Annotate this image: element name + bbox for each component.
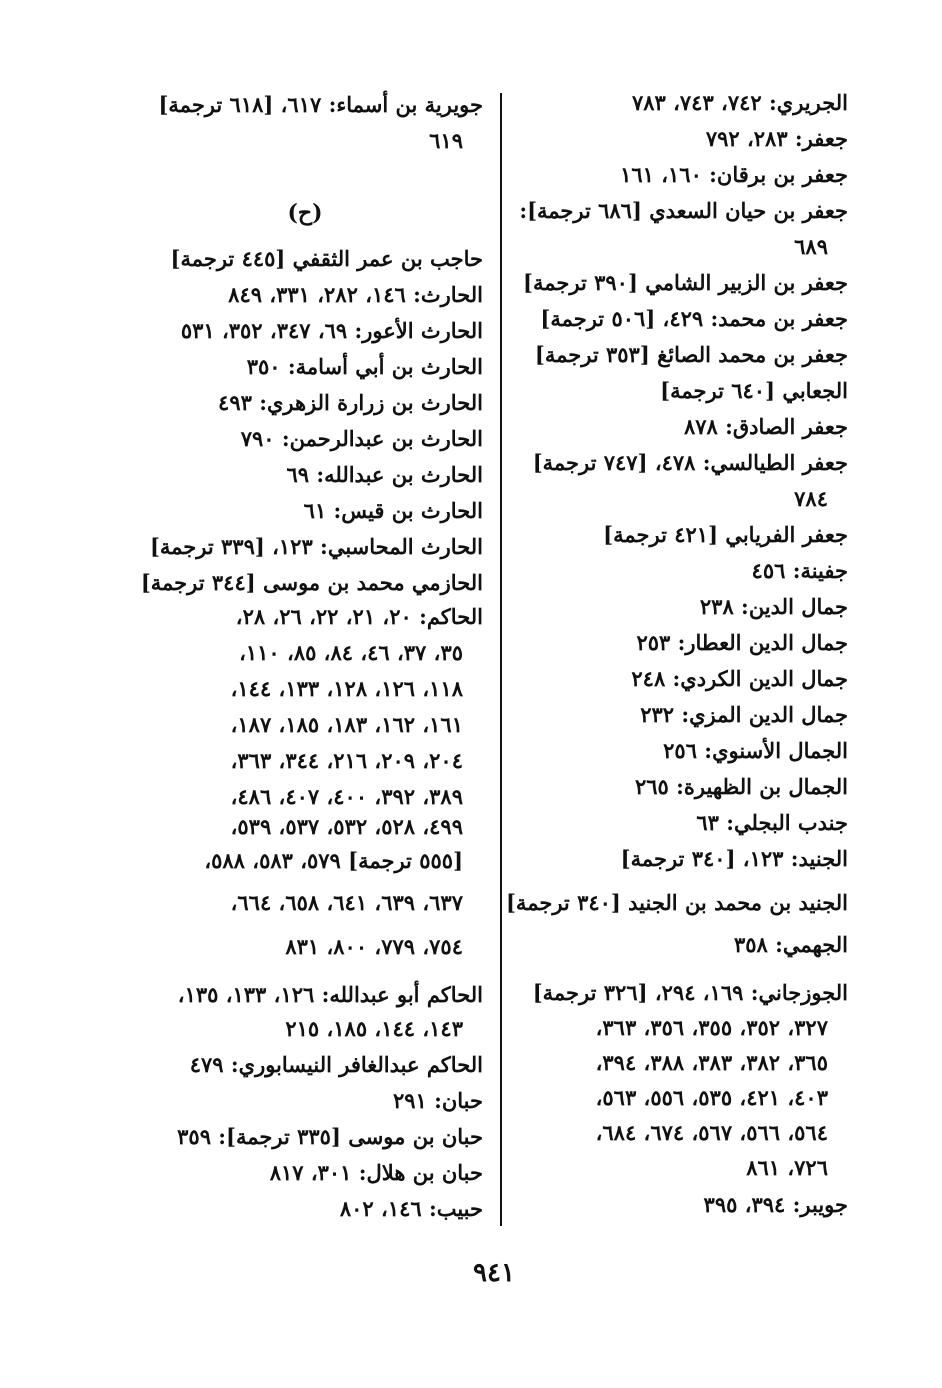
index-entry: جمال الدين الكردي: ٢٤٨ <box>631 666 848 691</box>
index-entry-continuation: ٧٨٤ <box>794 486 828 511</box>
column-divider <box>500 93 502 1226</box>
index-entry: الحارث بن عبدالرحمن: ٧٩٠ <box>240 426 483 451</box>
index-entry-continuation: ٧٢٦، ٨٦١ <box>746 1155 828 1180</box>
index-entry-continuation: ٦٨٩ <box>794 234 828 259</box>
index-entry: جعفر بن برقان: ١٦٠، ١٦١ <box>620 162 848 187</box>
index-entry: جمال الدين العطار: ٢٥٣ <box>636 630 848 655</box>
index-entry-continuation: ٦٣٧، ٦٣٩، ٦٤١، ٦٥٨، ٦٦٤، <box>230 890 463 915</box>
index-entry: الحاكم: ٢٠، ٢١، ٢٢، ٢٦، ٢٨، <box>235 604 483 629</box>
index-entry: حبيب: ١٤٦، ٨٠٢ <box>339 1196 483 1221</box>
index-entry: حبان: ٢٩١ <box>392 1088 483 1113</box>
index-entry: الحارث بن قيس: ٦١ <box>303 498 483 523</box>
index-entry-continuation: ٦١٩ <box>429 128 463 153</box>
index-entry: جندب البجلي: ٦٣ <box>696 810 848 835</box>
index-entry-continuation: [٥٥٥ ترجمة] ٥٧٩، ٥٨٣، ٥٨٨، <box>204 848 463 873</box>
index-entry: جعفر الصادق: ٨٧٨ <box>683 414 848 439</box>
index-entry: الحارث بن أبي أسامة: ٣٥٠ <box>246 354 483 379</box>
index-entry-continuation: ١١٨، ١٢٦، ١٢٨، ١٣٣، ١٤٤، <box>230 676 463 701</box>
index-entry-continuation: ٣٨٩، ٣٩٢، ٤٠٠، ٤٠٧، ٤٨٦، <box>230 784 463 809</box>
index-entry: جعفر بن محمد الصائغ [٣٥٣ ترجمة] <box>534 342 848 367</box>
index-entry-continuation: ١٦١، ١٦٢، ١٨٣، ١٨٥، ١٨٧، <box>230 712 463 737</box>
index-entry: الجهمي: ٣٥٨ <box>733 932 848 957</box>
index-entry: حاجب بن عمر الثقفي [٤٤٥ ترجمة] <box>170 246 483 271</box>
index-entry: الحارث بن زرارة الزهري: ٤٩٣ <box>218 390 483 415</box>
index-entry-continuation: ٣٥، ٣٧، ٤٦، ٨٤، ٨٥، ١١٠، <box>239 640 463 665</box>
index-entry: جفينة: ٤٥٦ <box>751 558 848 583</box>
index-entry: جمال الدين: ٢٣٨ <box>699 594 848 619</box>
index-entry: الحارث المحاسبي: ١٢٣، [٣٣٩ ترجمة] <box>149 534 483 559</box>
index-entry: الجنيد: ١٢٣، [٣٤٠ ترجمة] <box>620 846 848 871</box>
index-entry: الحارث بن عبدالله: ٦٩ <box>286 462 483 487</box>
index-entry: حبان بن هلال: ٣٠١، ٨١٧ <box>269 1160 483 1185</box>
index-entry: جمال الدين المزي: ٢٣٢ <box>640 702 848 727</box>
index-entry: الجوزجاني: ١٦٩، ٢٩٤، [٣٢٦ ترجمة] <box>532 980 848 1005</box>
index-entry: جويبر: ٣٩٤، ٣٩٥ <box>703 1192 848 1217</box>
index-entry: جعفر بن الزبير الشامي [٣٩٠ ترجمة] <box>523 270 848 295</box>
index-entry-continuation: ٢٠٤، ٢٠٩، ٢١٦، ٣٤٤، ٣٦٣، <box>230 748 463 773</box>
index-entry: الحارث: ١٤٦، ٢٨٢، ٣٣١، ٨٤٩ <box>228 282 483 307</box>
index-entry: الحازمي محمد بن موسى [٣٤٤ ترجمة] <box>140 570 483 595</box>
index-entry: الجمال الأسنوي: ٢٥٦ <box>663 738 848 763</box>
section-letter-heading: (ح) <box>287 200 323 226</box>
index-entry: الجنيد بن محمد بن الجنيد [٣٤٠ ترجمة] <box>506 890 848 915</box>
index-entry: الحارث الأعور: ٦٩، ٣٤٧، ٣٥٢، ٥٣١ <box>180 318 483 343</box>
page-number: ٩٤١ <box>473 1258 515 1288</box>
index-entry: جعفر: ٢٨٣، ٧٩٢ <box>705 126 848 151</box>
index-entry: حبان بن موسى [٣٣٥ ترجمة]: ٣٥٩ <box>177 1124 483 1149</box>
index-entry: جعفر بن حيان السعدي [٦٨٦ ترجمة]: <box>519 198 848 223</box>
index-entry: الحاكم أبو عبدالله: ١٢٦، ١٣٣، ١٣٥، <box>177 982 483 1007</box>
index-entry: جعفر بن محمد: ٤٢٩، [٥٠٦ ترجمة] <box>540 306 848 331</box>
index-entry-continuation: ٤٩٩، ٥٢٨، ٥٣٢، ٥٣٧، ٥٣٩، <box>230 814 463 839</box>
index-entry-continuation: ١٤٣، ١٤٤، ١٨٥، ٢١٥ <box>285 1016 463 1041</box>
index-entry-continuation: ٧٥٤، ٧٧٩، ٨٠٠، ٨٣١ <box>285 934 463 959</box>
index-entry: جويرية بن أسماء: ٦١٧، [٦١٨ ترجمة] <box>158 92 483 117</box>
index-entry: الجعابي [٦٤٠ ترجمة] <box>660 378 848 403</box>
index-entry: جعفر الطيالسي: ٤٧٨، [٧٤٧ ترجمة] <box>532 450 848 475</box>
index-entry-continuation: ٤٠٣، ٤٢١، ٥٣٥، ٥٥٦، ٥٦٣، <box>595 1085 828 1110</box>
index-entry: الجمال بن الظهيرة: ٢٦٥ <box>634 774 848 799</box>
index-entry-continuation: ٥٦٤، ٥٦٦، ٥٦٧، ٦٧٤، ٦٨٤، <box>595 1120 828 1145</box>
index-entry: جعفر الفريابي [٤٢١ ترجمة] <box>603 522 848 547</box>
index-entry: الجريري: ٧٤٢، ٧٤٣، ٧٨٣ <box>631 90 848 115</box>
index-entry-continuation: ٣٢٧، ٣٥٢، ٣٥٥، ٣٥٦، ٣٦٣، <box>595 1015 828 1040</box>
index-entry-continuation: ٣٦٥، ٣٨٢، ٣٨٣، ٣٨٨، ٣٩٤، <box>595 1050 828 1075</box>
index-entry: الحاكم عبدالغافر النيسابوري: ٤٧٩ <box>189 1052 483 1077</box>
